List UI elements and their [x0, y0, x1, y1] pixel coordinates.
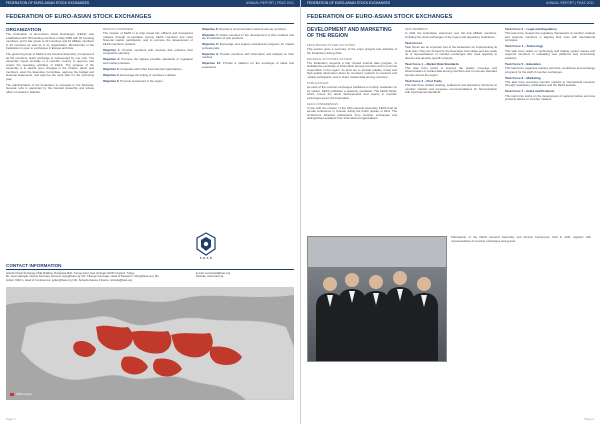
objective-2-text: Promote the highest possible standards of regulation and market practices.: [103, 57, 193, 65]
task-force-5-paragraph: This task force organizes training seminars, workshops and exchange programs for the staff of member exchanges.: [505, 66, 595, 74]
task-force-3-paragraph: This task force reviews the regulatory frameworks of member markets and supports members in aligning their rules with international principles.: [505, 31, 595, 43]
objective-8-label: Objective 8:: [202, 42, 219, 47]
task-force-5-heading: Task Force 5 – Education: [505, 61, 541, 66]
task-forces-heading: Task Forces: [405, 40, 423, 45]
left-header-title: FEDERATION OF EURO-ASIAN STOCK EXCHANGES: [6, 1, 90, 5]
development-title-line-1: DEVELOPMENT AND MARKETING: [307, 27, 392, 33]
objective-9: [202, 53, 294, 60]
objective-3: [103, 68, 193, 72]
new-members-heading: NEW MEMBERS: [405, 27, 428, 31]
objective-6-label: Objective 6:: [202, 27, 219, 31]
task-forces-column-1: [405, 28, 497, 97]
right-page-header: [301, 0, 600, 7]
objective-2-label: Objective 2:: [103, 57, 121, 62]
projects-column: [307, 44, 397, 123]
task-force-2-paragraph: This task force studies clearing, settlement and depository structures in member markets and proposes recommendations for harmonization with international standards.: [405, 83, 497, 95]
task-force-4-heading: Task Force 4 – Technology: [505, 44, 544, 49]
feas-logo-text: F E A S: [199, 256, 213, 260]
task-force-4-paragraph: This task force works on technology and trading system issues and supports members in evaluating new platforms and connectivity solutions.: [505, 48, 595, 60]
objective-1: [103, 49, 193, 56]
right-document-title: FEDERATION OF EURO-ASIAN STOCK EXCHANGES: [307, 14, 453, 20]
contact-details: [6, 272, 166, 282]
objective-10-label: Objective 10:: [202, 61, 222, 66]
left-title-rule: [6, 23, 294, 24]
right-title-rule: [307, 23, 594, 24]
development-title-line-2: OF THE REGION: [307, 32, 348, 39]
contact-heading: CONTACT INFORMATION: [6, 263, 62, 268]
right-page-number: Page 3: [584, 417, 594, 421]
objective-2: [103, 58, 193, 65]
mission-heading: MISSION STATEMENT: [103, 27, 134, 31]
objective-7-label: Objective 7:: [202, 32, 219, 37]
group-photo-image: [308, 237, 447, 362]
region-map-graphic: [6, 287, 294, 400]
mission-column: [103, 28, 193, 86]
publications-heading: PUBLICATIONS: [307, 80, 329, 85]
contact-website-link[interactable]: Website: www.feas.org: [196, 275, 224, 279]
organization-paragraph-2: The governing body of FEAS is the General Assembly, composed of all full members. Each exchange is represented by one vote. The Assembly meets annually in a member country to approve and review the operating activities of FEAS. The purpose of the Assembly is to decide upon changes in the Charter, admit new members, elect the Executive Committee, approve the budget and financial statements, and approve the work plan for the upcoming year.: [6, 52, 94, 81]
photo-caption: Participants of the FEAS General Assembly and Annual Conference held in 2011 together with representatives of member exchanges and guests.: [451, 235, 591, 243]
objectives-column: [202, 28, 294, 72]
objective-3-text: Cooperate with other international organizations.: [120, 66, 183, 71]
objective-7: [202, 34, 294, 41]
objective-4-label: Objective 4:: [103, 72, 120, 77]
task-force-2-heading: Task Force 2 – Post Trade: [405, 78, 442, 83]
map-legend-swatch: [10, 393, 14, 396]
material-activities-heading: MATERIAL ACTIVITIES OF FEAS: [307, 56, 352, 61]
right-header-subtitle: ANNUAL REPORT | FEAS 2011: [545, 1, 594, 5]
projects-heading: FEAS PROJECTS AND ACTIVITIES: [307, 43, 356, 47]
contact-email-link[interactable]: E-mail: secretariat@feas.org: [196, 272, 231, 275]
projects-paragraph: This section gives a summary of the major projects and activities of the Federation during 2011.: [307, 47, 397, 55]
objective-8-text: Encourage and support educational programs for market professionals.: [202, 42, 295, 50]
organization-heading: ORGANIZATION: [6, 27, 42, 32]
map-legend: [10, 392, 32, 396]
task-force-6-heading: Task Force 6 – Marketing: [505, 75, 541, 80]
objective-6: [202, 28, 294, 32]
contact-rule: [6, 269, 294, 270]
objective-5-text: Promote investment in the region.: [120, 78, 164, 83]
objective-4-text: Encourage the linking of members' markets.: [120, 72, 177, 77]
objective-10-text: Provide a platform for the exchange of ideas and experience.: [202, 61, 294, 69]
left-page-header: [0, 0, 300, 7]
left-header-subtitle: ANNUAL REPORT | FEAS 2011: [245, 1, 294, 5]
objective-4: [103, 74, 193, 78]
group-photo: [307, 236, 447, 362]
task-force-7-paragraph: This task force works on the development of regional indices and new products based on member markets.: [505, 93, 595, 102]
organization-column: [6, 28, 94, 97]
objective-5-label: Objective 5:: [103, 78, 120, 83]
region-map: [6, 287, 294, 400]
objective-9-text: Provide members with information and analysis on their markets.: [202, 51, 295, 60]
contact-address: Istanbul Stock Exchange (ISE) Building, Resitpasa Mah. Tuncay Artun Cad. Emirgan 34467 Istanbul, Turkey: [6, 272, 135, 275]
task-force-3-heading: Task Force 3 – Legal and Regulatory: [505, 27, 557, 31]
objective-5: [103, 80, 193, 84]
left-document-title: FEDERATION OF EURO-ASIAN STOCK EXCHANGES: [6, 14, 152, 20]
right-header-title: FEDERATION OF EURO-ASIAN STOCK EXCHANGES: [307, 1, 391, 5]
task-forces-column-2: [505, 28, 595, 104]
objective-10: [202, 62, 294, 69]
contact-persons: Ms. Ayse Hacioglu, Deputy Secretary General: ayse@feas.org | Mr. Cihangir Gencoglu, Head of Research: cihan@feas.org | Ms. Gulten Yildirim, Head of Conferences: gulten@feas.org | Ms. Suheyla Karaca, Finance: suheyla@feas.org: [6, 275, 160, 282]
material-activities-paragraph: The Federation supports a fully funded internal data program, to facilitate the exchange of information among members and to promote cooperation in the region. Its aims are to provide reliable, timely and high quality information about its members' markets to investors and market participants, and to share market data among members.: [307, 60, 397, 79]
task-force-6-paragraph: This task force promotes member markets to international investors through roadshows, publications and the FEAS website.: [505, 79, 595, 88]
conferences-paragraph: In line with the mission of the 16th General Assembly, FEAS held its annual conference in Yerevan during the fourth quarter of 2011. The conference attracted participants from member exchanges and distinguished speakers from international organizations.: [307, 105, 397, 121]
organization-paragraph-3: The administration of the Federation is entrusted to the Secretary General, who is appointed by the General Assembly and whose office is located in Istanbul.: [6, 82, 94, 95]
organization-paragraph-1: The Federation of Euro-Asian Stock Exchanges (FEAS) was established with 18 founding members in May 1995 with 32 founding members, and it has grown to 32 members and 10 affiliate members in 23 countries as well as to its organization. Membership of the Federation is open to exchanges in Europe and Asia.: [6, 32, 94, 51]
contact-links: [196, 272, 291, 279]
mission-paragraph: The mission of FEAS is to help create fair, efficient and transparent markets through co-operation among FEAS members and other financial market participants, and to promote the development of FEAS members' markets.: [103, 31, 193, 46]
objective-9-label: Objective 9:: [202, 51, 219, 56]
task-force-1-heading: Task Force 1 – Market Data Standards: [405, 61, 459, 66]
objective-7-text: Assist members in the development of their markets and the introduction of new products.: [202, 32, 294, 41]
feas-logo-icon: [196, 232, 216, 256]
objective-3-label: Objective 3:: [103, 66, 120, 71]
task-force-1-paragraph: This task force works to improve the quality, coverage and dissemination of market data among members and to promote standard formats across the region.: [405, 65, 497, 77]
objective-6-text: Develop a communication network among members.: [219, 27, 287, 31]
task-forces-paragraph: Task forces are an important tool of the Federation for implementing its work plan. They are formed by the Executive Committee and are made up of representatives of member exchanges who meet regularly to discuss and develop specific projects.: [405, 44, 497, 60]
right-page: [300, 0, 600, 424]
conferences-heading: FEAS CONFERENCES: [307, 101, 339, 106]
left-page-number: Page 2: [6, 417, 16, 421]
map-legend-label: FEAS region: [16, 392, 32, 396]
new-members-paragraph: In 2011 the Federation welcomed new full and affiliate members, including the stock exchanges of the region and depository institutions.: [405, 31, 497, 39]
task-force-7-heading: Task Force 7 – Index and Products: [505, 89, 555, 94]
contact-section: [6, 263, 294, 409]
development-section-title: [307, 28, 397, 39]
objective-1-label: Objective 1:: [103, 47, 121, 52]
objective-8: [202, 43, 294, 50]
publications-paragraph: As each of the member exchanges publishes a monthly newsletter on its market, FEAS publishes a quarterly newsletter, The FEAS News, which covers the latest developments and events in member exchanges and in the Federation.: [307, 85, 397, 100]
objective-1-text: Provide members with services that enhance their competitive standing.: [103, 47, 193, 56]
